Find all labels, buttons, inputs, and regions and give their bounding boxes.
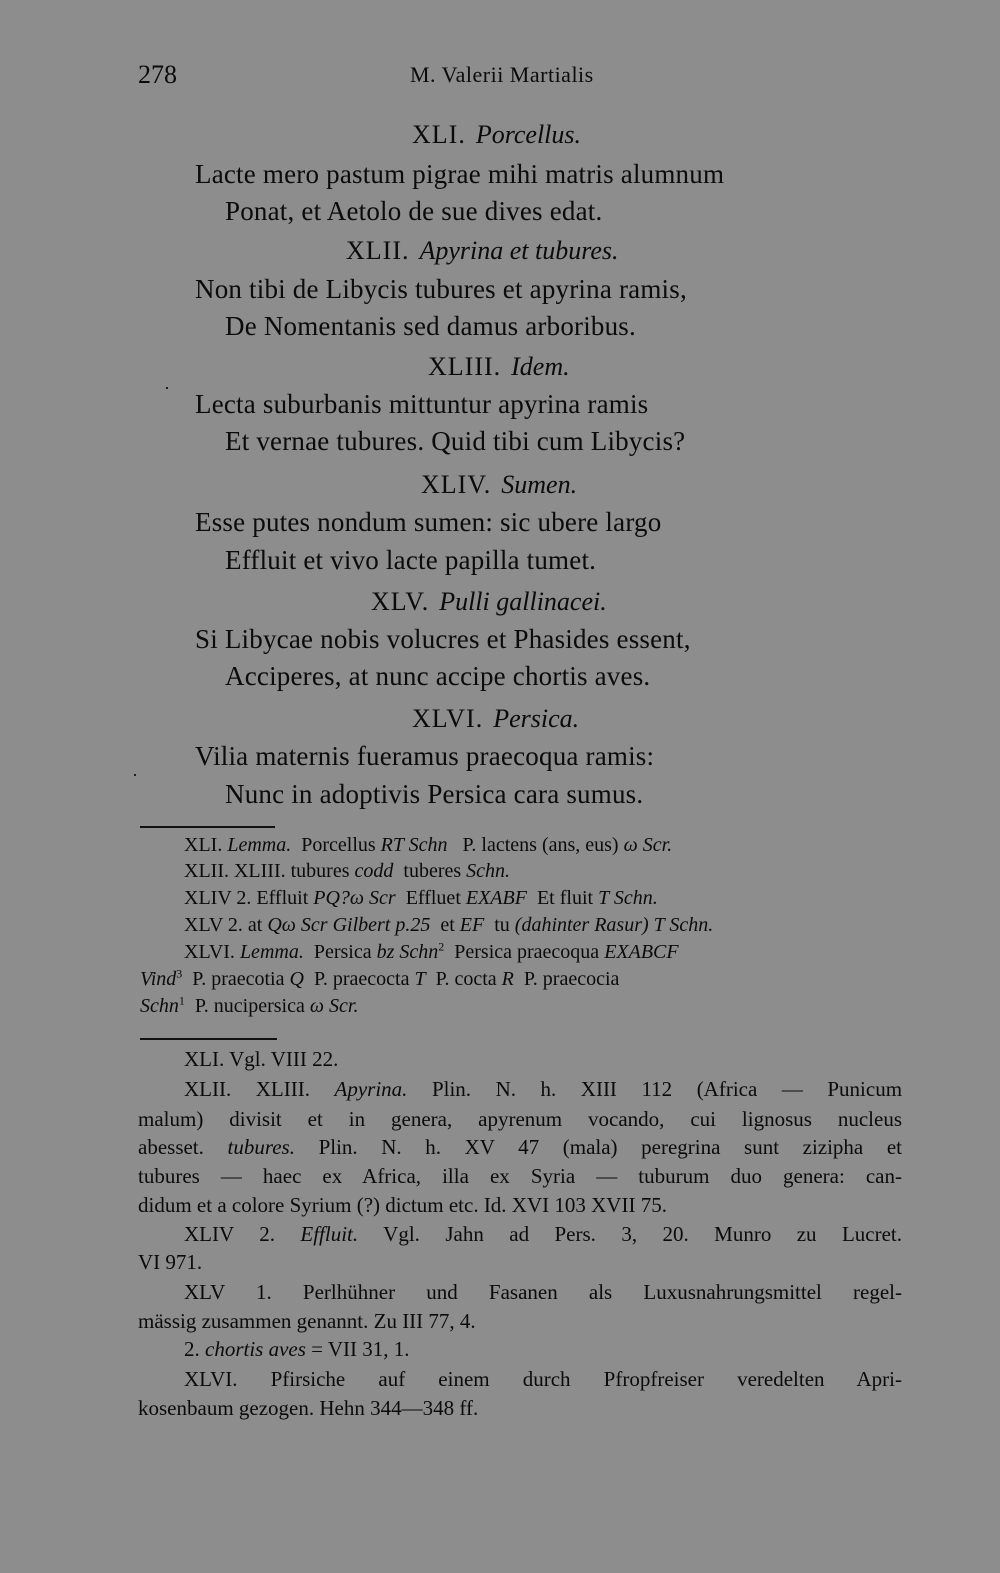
note-line: XLVI. Pfirsiche auf einem durch Pfropfreiser veredelten Apri- xyxy=(184,1367,902,1391)
poem-title: Sumen. xyxy=(501,470,578,499)
page-number: 278 xyxy=(138,60,177,89)
apparatus-line: XLII. XLIII. tubures codd tuberes Schn. xyxy=(184,860,511,882)
verse-line: De Nomentanis sed damus arboribus. xyxy=(225,311,636,341)
note-line: XLII. XLIII. Apyrina. Plin. N. h. XIII 112 (Africa — Punicum xyxy=(184,1077,903,1101)
note-line: tubures — haec ex Africa, illa ex Syria — tuburum duo genera: can- xyxy=(138,1164,902,1188)
apparatus-line: Vind$^3$ P. praecotia Q P. praecocta T P. cocta R P. praecocia xyxy=(140,966,620,990)
note-line: XLV 1. Perlhühner und Fasanen als Luxusnahrungsmittel regel- xyxy=(184,1280,902,1304)
note-line: abesset. tubures. Plin. N. h. XV 47 (mala) peregrina sunt zizipha et xyxy=(138,1135,902,1159)
print-speck: · xyxy=(132,765,138,785)
poem-title: Persica. xyxy=(493,704,580,733)
poem-title: Idem. xyxy=(511,352,570,381)
apparatus-line: Schn$^1$ P. nucipersica ω Scr. xyxy=(140,993,359,1017)
poem-title: Pulli gallinacei. xyxy=(439,587,607,616)
note-line: 2. chortis aves = VII 31, 1. xyxy=(184,1337,410,1361)
poem-number: XLIV. xyxy=(421,470,492,499)
poem-heading xyxy=(371,587,607,617)
verse-line: Lecta suburbanis mittuntur apyrina ramis xyxy=(195,389,649,419)
poem-heading xyxy=(412,704,579,734)
note-line: XLI. Vgl. VIII 22. xyxy=(184,1047,339,1071)
note-line: didum et a colore Syrium (?) dictum etc. Id. XVI 103 XVII 75. xyxy=(138,1193,667,1217)
poem-heading xyxy=(346,236,619,266)
verse-line: Esse putes nondum sumen: sic ubere largo xyxy=(195,507,662,537)
poem-number: XLII. xyxy=(346,236,410,265)
running-header xyxy=(138,60,900,96)
verse-line: Et vernae tubures. Quid tibi cum Libycis? xyxy=(225,426,686,456)
verse-line: Lacte mero pastum pigrae mihi matris alumnum xyxy=(195,159,725,189)
apparatus-line: XLI. Lemma. Porcellus RT Schn P. lactens (ans, eus) ω Scr. xyxy=(184,834,673,856)
running-title: M. Valerii Martialis xyxy=(410,62,594,87)
verse-line: Effluit et vivo lacte papilla tumet. xyxy=(225,545,597,575)
note-line: kosenbaum gezogen. Hehn 344—348 ff. xyxy=(138,1396,479,1420)
note-line: XLIV 2. Effluit. Vgl. Jahn ad Pers. 3, 20. Munro zu Lucret. xyxy=(184,1222,903,1246)
print-speck: · xyxy=(164,378,170,398)
poem-title: Apyrina et tubures. xyxy=(419,236,619,265)
poem-heading xyxy=(421,470,577,500)
apparatus-rule xyxy=(140,826,275,828)
poem-number: XLI. xyxy=(412,120,466,149)
notes-rule xyxy=(140,1038,277,1040)
note-line: VI 971. xyxy=(138,1250,203,1274)
apparatus-line: XLVI. Lemma. Persica bz Schn$^2$ Persica praecoqua EXABCF xyxy=(184,939,679,963)
poem-number: XLVI. xyxy=(412,704,484,733)
note-line: malum) divisit et in genera, apyrenum vocando, cui lignosus nucleus xyxy=(138,1107,902,1131)
poem-heading xyxy=(428,352,570,382)
verse-line: Ponat, et Aetolo de sue dives edat. xyxy=(225,196,603,226)
verse-line: Acciperes, at nunc accipe chortis aves. xyxy=(225,661,651,691)
verse-line: Non tibi de Libycis tubures et apyrina ramis, xyxy=(195,274,687,304)
verse-line: Si Libycae nobis volucres et Phasides essent, xyxy=(195,624,691,654)
poem-number: XLV. xyxy=(371,587,430,616)
poem-title: Porcellus. xyxy=(475,120,582,149)
poem-heading xyxy=(412,120,581,150)
apparatus-line: XLV 2. at Qω Scr Gilbert p.25 et EF tu (dahinter Rasur) T Schn. xyxy=(184,914,714,936)
note-line: mässig zusammen genannt. Zu III 77, 4. xyxy=(138,1309,476,1333)
verse-line: Nunc in adoptivis Persica cara sumus. xyxy=(225,779,644,809)
apparatus-line: XLIV 2. Effluit PQ?ω Scr Effluet EXABF Et fluit T Schn. xyxy=(184,887,658,909)
verse-line: Vilia maternis fueramus praecoqua ramis: xyxy=(195,741,655,771)
poem-number: XLIII. xyxy=(428,352,502,381)
